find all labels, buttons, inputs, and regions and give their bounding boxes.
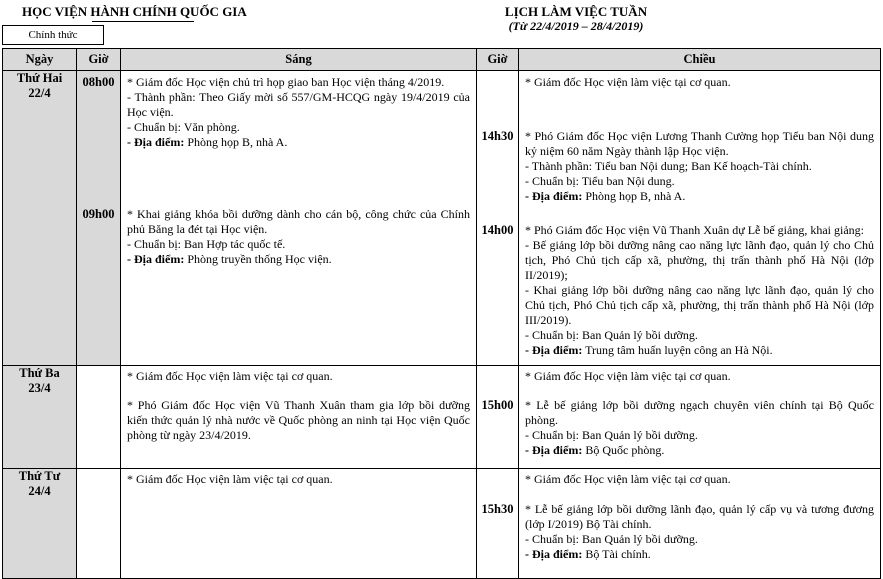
entry-line: * Lễ bế giảng lớp bồi dưỡng lãnh đạo, quản lý cấp vụ và tương đương (lớp I/2019) Bộ Tài chính. (525, 502, 874, 531)
day-date: 24/4 (28, 484, 51, 498)
place-value: Phòng họp B, nhà A. (184, 135, 288, 149)
afternoon-cell (519, 366, 881, 469)
time-cell (77, 71, 121, 366)
afternoon-cell (519, 469, 881, 579)
entry (525, 472, 874, 487)
entry-line: * Giám đốc Học viện chủ trì họp giao ban Học viện tháng 4/2019. (127, 75, 445, 89)
day-name: Thứ Tư (18, 469, 61, 483)
time-cell (77, 366, 121, 469)
entry-line: * Phó Giám đốc Học viện Lương Thanh Cường họp Tiểu ban Nội dung kỷ niệm 60 năm Ngày thành lập Học viện. (525, 129, 874, 158)
entry-line: - Thành phần: Tiểu ban Nội dung; Ban Kế hoạch-Tài chính. (525, 159, 812, 173)
entry-place (525, 343, 874, 358)
schedule-table (2, 48, 881, 579)
entry-line: - Chuẩn bị: Tiểu ban Nội dung. (525, 174, 675, 188)
schedule-range: (Từ 22/4/2019 – 28/4/2019) (508, 19, 644, 33)
day-cell (3, 366, 77, 469)
entry (525, 369, 874, 384)
place-label: - Địa điểm: (127, 252, 185, 266)
entry-line: * Phó Giám đốc Học viện Vũ Thanh Xuân dự Lễ bế giảng, khai giảng: (525, 223, 864, 237)
morning-cell (121, 469, 477, 579)
place-value: Bộ Tài chính. (582, 547, 651, 561)
table-row (3, 469, 881, 579)
entry-line: * Giám đốc Học viện làm việc tại cơ quan. (127, 369, 333, 383)
status-badge: Chính thức (2, 25, 104, 45)
afternoon-cell (519, 71, 881, 366)
entry-place (127, 252, 470, 267)
entry (525, 129, 874, 204)
place-value: Phòng họp B, nhà A. (582, 189, 686, 203)
table-row (3, 71, 881, 366)
col-time: Giờ (77, 49, 121, 71)
entry-line: - Chuẩn bị: Ban Quản lý bồi dưỡng. (525, 428, 698, 442)
time-cell (477, 71, 519, 366)
place-label: - Địa điểm: (525, 547, 583, 561)
entry (127, 472, 470, 487)
place-label: - Địa điểm: (525, 343, 583, 357)
place-value: Trung tâm huấn luyện công an Hà Nội. (582, 343, 773, 357)
time-cell (477, 366, 519, 469)
entry (525, 75, 874, 90)
entry (127, 398, 470, 443)
col-time2: Giờ (477, 49, 519, 71)
entry-line: * Phó Giám đốc Học viện Vũ Thanh Xuân tham gia lớp bồi dưỡng kiến thức quản lý nhà nước về Quốc phòng an ninh tại Học viện Quốc phòng từ ngày 23/4/2019. (127, 398, 470, 442)
entry (127, 75, 470, 150)
entry-line: * Giám đốc Học viện làm việc tại cơ quan. (525, 369, 731, 383)
schedule-title: LỊCH LÀM VIỆC TUẦN (504, 4, 648, 19)
time-cell (477, 469, 519, 579)
morning-cell (121, 366, 477, 469)
place-label: - Địa điểm: (525, 189, 583, 203)
entry-line: - Chuẩn bị: Văn phòng. (127, 120, 240, 134)
table-row (3, 366, 881, 469)
day-cell (3, 469, 77, 579)
entry (127, 207, 470, 267)
schedule-heading (488, 4, 664, 34)
time-cell (77, 469, 121, 579)
entry-line: - Chuẩn bị: Ban Hợp tác quốc tế. (127, 237, 286, 251)
place-value: Bộ Quốc phòng. (582, 443, 665, 457)
day-name: Thứ Ba (19, 366, 60, 380)
entry-place (127, 135, 470, 150)
day-date: 22/4 (28, 86, 51, 100)
entry-line: - Bế giảng lớp bồi dưỡng nâng cao năng lực lãnh đạo, quản lý cho Chủ tịch, Phó Chủ tịch cấp xã, phường, thị trấn thành phố Hà Nội (lớp II/2019); (525, 238, 874, 282)
day-cell (3, 71, 77, 366)
entry-line: * Giám đốc Học viện làm việc tại cơ quan. (525, 75, 731, 89)
day-name: Thứ Hai (16, 71, 63, 85)
place-value: Phòng truyền thống Học viện. (184, 252, 332, 266)
time-label: 14h00 (481, 223, 514, 237)
entry-place (525, 547, 874, 562)
entry-line: - Thành phần: Theo Giấy mời số 557/GM-HCQG ngày 19/4/2019 của Học viện. (127, 90, 470, 119)
entry-line: * Giám đốc Học viện làm việc tại cơ quan. (525, 472, 731, 486)
col-day: Ngày (3, 49, 77, 71)
entry-line: * Khai giảng khóa bồi dưỡng dành cho cán bộ, công chức của Chính phủ Băng la đét tại Học viện. (127, 207, 470, 236)
entry (525, 398, 874, 458)
col-afternoon: Chiều (519, 49, 881, 71)
entry-line: - Chuẩn bị: Ban Quản lý bồi dưỡng. (525, 328, 698, 342)
entry (127, 369, 470, 384)
entry-line: * Giám đốc Học viện làm việc tại cơ quan. (127, 472, 333, 486)
entry-place (525, 189, 874, 204)
entry-line: - Chuẩn bị: Ban Quản lý bồi dưỡng. (525, 532, 698, 546)
entry-line: * Lễ bế giảng lớp bồi dưỡng ngạch chuyên viên chính tại Bộ Quốc phòng. (525, 398, 874, 427)
time-label: 09h00 (82, 207, 115, 221)
entry (525, 502, 874, 562)
place-label: - Địa điểm: (525, 443, 583, 457)
morning-cell (121, 71, 477, 366)
entry-line: - Khai giảng lớp bồi dưỡng nâng cao năng lực lãnh đạo, quản lý cho Chủ tịch, Phó Chủ tịch cấp xã, phường, thị trấn thành phố Hà Nội (lớp III/2019). (525, 283, 874, 327)
col-morning: Sáng (121, 49, 477, 71)
day-date: 23/4 (28, 381, 51, 395)
time-label: 15h00 (481, 398, 514, 412)
header-row (3, 49, 881, 71)
time-label: 14h30 (481, 129, 514, 143)
place-label: - Địa điểm: (127, 135, 185, 149)
time-label: 08h00 (82, 75, 115, 89)
entry-place (525, 443, 874, 458)
entry (525, 223, 874, 358)
org-name: HỌC VIỆN HÀNH CHÍNH QUỐC GIA (22, 4, 247, 19)
time-label: 15h30 (481, 502, 514, 516)
